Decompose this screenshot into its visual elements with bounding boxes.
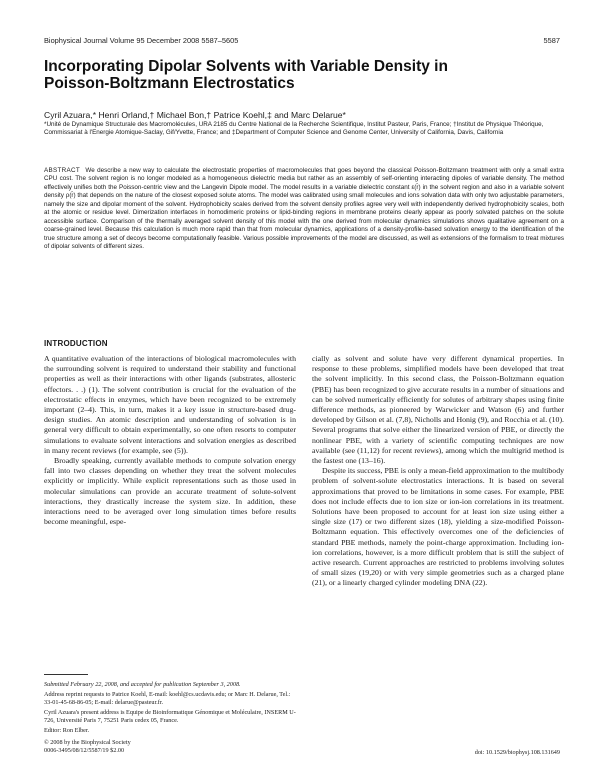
copyright-block — [44, 739, 296, 755]
intro-paragraph-2: Broadly speaking, currently available methods to compute solvation energy fall into two classes depending on whether they treat the solvent molecules explicitly or implicitly. While explicit representations such as those used in molecular simulations can provide an accurate treatment of solute-solvent interactions, they drastically increase the system size. In addition, these interactions need to be averaged over long simulation times before results become meaningful, espe- — [44, 456, 296, 527]
author-affiliations: *Unité de Dynamique Structurale des Macromolécules, URA 2185 du Centre National de la Recherche Scientifique, Institut Pasteur, Paris, France; †Institut de Physique Théorique, Commissariat à l'Energie Atomique-Saclay, Gif/Yvette, France; and ‡Department of Computer Science and Genome Center, University of California, Davis, California — [44, 121, 544, 137]
footnote-editor: Editor: Ron Elber. — [44, 727, 90, 735]
intro-paragraph-4: Despite its success, PBE is only a mean-field approximation to the multibody problem of solvent-solute electrostatics interactions. It is based on several approximations that proved to be limitations in some cases. For example, PBE does not include effects due to ion size or ion-ion correlations in its treatment. Solutions have been proposed to account for at least ion size using either a single size (17) or two different sizes (18), yielding a size-modified Poisson-Boltzmann equation. This effectively overcomes one of the deficiencies of standard PBE methods, namely the point-charge approximation. Including ion-ion correlations, however, is a more difficult problem that is still the subject of active research. Current approaches are restricted to problems involving solutes of small sizes (19,20) or with very simple geometries such as a charged plane (21), or a linearly charged cylinder modeling DNA (22). — [312, 466, 564, 588]
running-header — [44, 36, 560, 48]
footnote-submitted: Submitted February 22, 2008, and accepted for publication September 3, 2008. — [44, 681, 241, 688]
journal-citation: Biophysical Journal Volume 95 December 2008 5587–5605 — [44, 36, 239, 45]
abstract — [44, 167, 564, 327]
footnote-address: Address reprint requests to Patrice Koehl, E-mail: koehl@cs.ucdavis.edu; or Marc H. Delarue, Tel.: 33-01-45-68-86-05; E-mail: delarue@pasteur.fr. — [44, 691, 291, 707]
doi: doi: 10.1529/biophysj.108.131649 — [474, 749, 560, 756]
left-column — [44, 354, 296, 664]
abstract-text: We describe a new way to calculate the electrostatic properties of macromolecules that goes beyond the classical Poisson-Boltzmann treatment with only a small extra CPU cost. The solvent region is no longer modeled as a homogeneous dielectric media but rather as an assembly of self-orienting interacting dipoles of variable density. The method effectively unifies both the Poisson-centric view and the Langevin Dipole model. The model results in a variable dielectric constant ε(r̄) in the solvent region and also in a variable solvent density ρ(r̄) that depends on the nature of the closest exposed solute atoms. The model was calibrated using small molecules and ions solvation data with only two adjustable parameters, namely the size and dipolar moment of the solvent. Hydrophobicity scales derived from the solvent density profiles agree very well with independently derived hydrophobicity scales, both at the atomic or residue level. Dimerization interfaces in homodimeric proteins or lipid-binding regions in membrane proteins clearly appear as poorly solvated patches on the solute accessible surface. Comparison of the thermally averaged solvent density of this model with the one derived from molecular dynamics simulations shows qualitative agreement on a coarse-grained level. Because this calculation is much more rapid than that from molecular dynamics, applications of a density-profile-based solvation energy to the identification of the true structure among a set of decoys become computationally feasible. Various possible improvements of the model are discussed, as well as extensions of the formalism to treat mixtures of dipolar solvents of different sizes. — [44, 167, 564, 251]
intro-paragraph-1: A quantitative evaluation of the interactions of biological macromolecules with the surrounding solvent is required to understand their stability and functional properties as well as their interactions with other ligands (substrates, allosteric effectors. . .) (1). The solvent contribution is crucial for the evaluation of the electrostatic effects in enzymes, which have been recognized to be extremely important (2–4). This, in turn, makes it a key issue in structure-based drug-design studies. An atomic description and understanding of solvation is in general very difficult to obtain experimentally, so one often resorts to computer simulations to evaluate solvent interactions and solvation energies as described in many recent reviews (for example, see (5)). — [44, 354, 296, 455]
page-number: 5587 — [543, 36, 560, 45]
right-column — [312, 354, 564, 712]
author-list: Cyril Azuara,* Henri Orland,† Michael Bon,† Patrice Koehl,‡ and Marc Delarue* — [44, 110, 346, 120]
footnote-present-address: Cyril Azuara's present address is Equipe de Bioinformatique Génomique et Moléculaire, INSERM U-726, Université Paris 7, 75251 Paris cedex 05, France. — [44, 709, 296, 725]
intro-paragraph-3: cially as solvent and solute have very different dynamical properties. In response to these problems, simplified models have been developed that treat the solvent implicitly. In this second class, the Poisson-Boltzmann equation (PBE) has been recognized to give accurate results in a number of situations and can be solved numerically efficiently for solutes of arbitrary shapes using finite difference methods, as pioneered by Warwicker and Watson (6) and further developed by Gilson et al. (7,8), Nicholls and Honig (9), and Rocchia et al. (10). Several programs that solve either the linearized version of PBE, or directly the nonlinear PBE, with a variety of scientific computing techniques are now available (see (11,12) for recent reviews), among which the multigrid method is the fastest one (13–16). — [312, 354, 564, 466]
section-heading-introduction: INTRODUCTION — [44, 339, 108, 348]
article-title: Incorporating Dipolar Solvents with Variable Density in Poisson-Boltzmann Electrostatics — [44, 58, 448, 92]
abstract-label: ABSTRACT — [44, 167, 80, 174]
footnotes — [44, 681, 296, 738]
copyright-line: © 2008 by the Biophysical Society — [44, 739, 131, 746]
footnote-divider — [44, 674, 88, 675]
issn-line: 0006-3495/08/12/5587/19 $2.00 — [44, 747, 125, 755]
